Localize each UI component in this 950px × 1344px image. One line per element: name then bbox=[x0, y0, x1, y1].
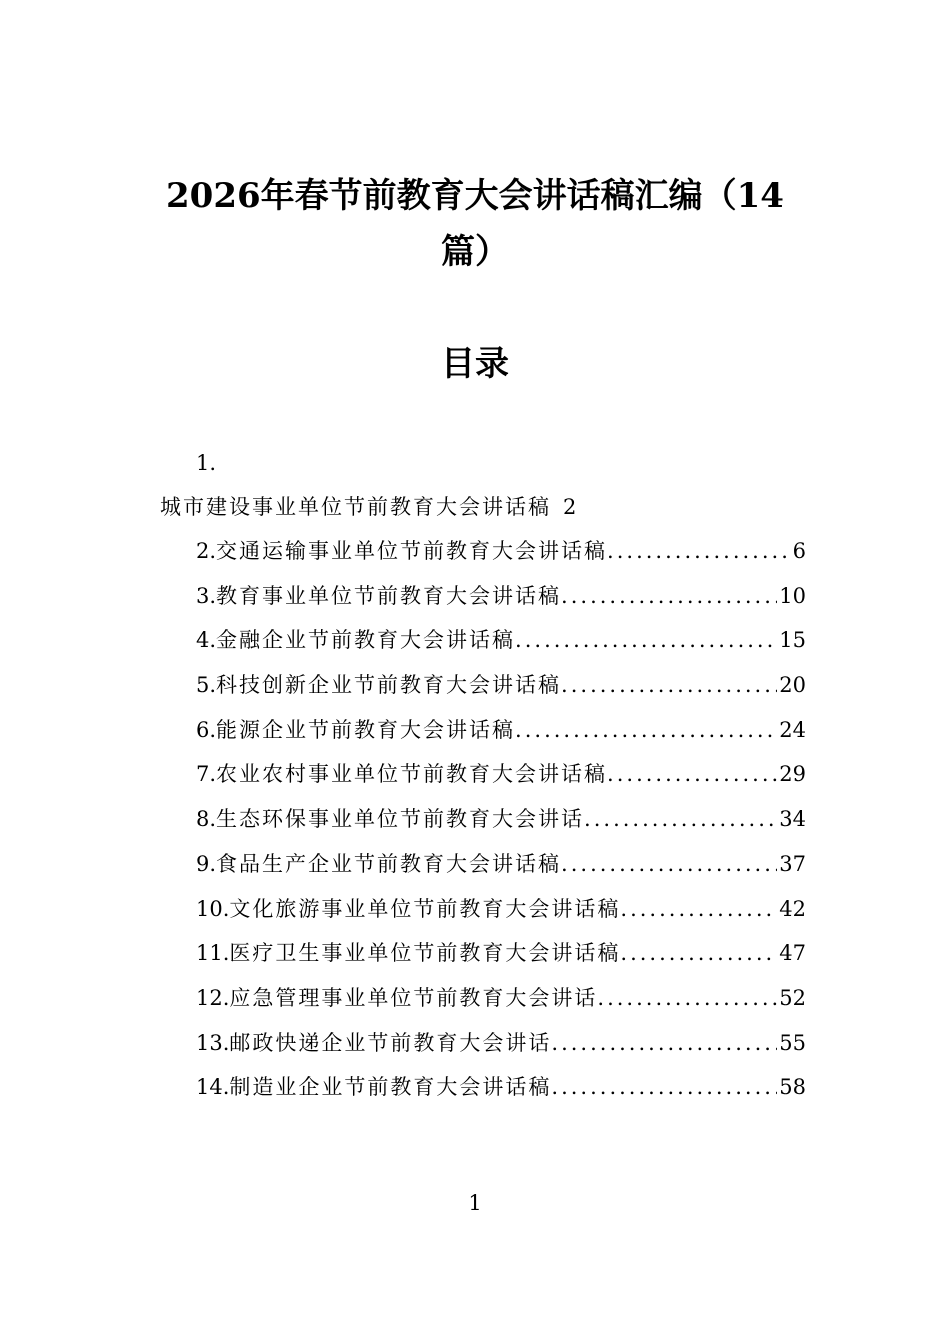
toc-item[interactable] bbox=[196, 1028, 806, 1073]
toc-item-page: 20 bbox=[779, 673, 806, 698]
toc-item[interactable] bbox=[196, 715, 806, 760]
toc-leader-dots bbox=[515, 715, 777, 745]
page-number: 1 bbox=[468, 1191, 482, 1215]
toc-item-number: 9. bbox=[196, 851, 217, 876]
toc-leader-dots bbox=[620, 894, 777, 924]
toc-list bbox=[196, 536, 806, 1117]
toc-item[interactable] bbox=[196, 536, 806, 581]
toc-leader-dots bbox=[551, 1028, 777, 1058]
toc-item-page: 15 bbox=[779, 628, 806, 653]
toc-item-page: 34 bbox=[779, 807, 806, 832]
document-title: 2026年春节前教育大会讲话稿汇编（14篇） bbox=[166, 176, 784, 272]
toc-item-number: 11. bbox=[196, 941, 230, 966]
toc-leader-dots bbox=[561, 670, 777, 700]
toc-item-number: 2. bbox=[196, 539, 217, 563]
toc-item-title: 教育事业单位节前教育大会讲话稿 bbox=[216, 583, 562, 608]
toc-item-number: 13. bbox=[196, 1030, 230, 1055]
toc-item-number: 4. bbox=[196, 628, 217, 653]
toc-item-title: 金融企业节前教育大会讲话稿 bbox=[216, 628, 516, 653]
toc-item-title: 交通运输事业单位节前教育大会讲话稿 bbox=[216, 539, 608, 563]
toc-item[interactable] bbox=[196, 625, 806, 670]
toc-item[interactable] bbox=[196, 894, 806, 939]
toc-item-1-title: 城市建设事业单位节前教育大会讲话稿 bbox=[160, 495, 551, 519]
toc-leader-dots bbox=[607, 536, 791, 566]
toc-item-page: 58 bbox=[779, 1075, 806, 1100]
toc-item-page: 6 bbox=[792, 539, 806, 563]
toc-item[interactable] bbox=[196, 1072, 806, 1117]
toc-item-page: 52 bbox=[779, 985, 806, 1010]
toc-item[interactable] bbox=[196, 983, 806, 1028]
toc-item-number: 12. bbox=[196, 985, 230, 1010]
toc-leader-dots bbox=[607, 759, 777, 789]
toc-item-number: 6. bbox=[196, 717, 217, 742]
toc-item-title: 文化旅游事业单位节前教育大会讲话稿 bbox=[229, 896, 621, 921]
toc-leader-dots bbox=[620, 938, 777, 968]
toc-item-1-page: 2 bbox=[563, 495, 577, 519]
toc-leader-dots bbox=[561, 581, 777, 611]
toc-item-page: 10 bbox=[779, 583, 806, 608]
toc-item-page: 42 bbox=[779, 896, 806, 921]
toc-heading: 目录 bbox=[441, 344, 509, 384]
toc-item-1-number: 1. bbox=[196, 451, 217, 475]
toc-item[interactable] bbox=[196, 759, 806, 804]
toc-item-title: 制造业企业节前教育大会讲话稿 bbox=[229, 1075, 552, 1100]
toc-item-title: 科技创新企业节前教育大会讲话稿 bbox=[216, 673, 562, 698]
toc-leader-dots bbox=[597, 983, 777, 1013]
toc-item-number: 5. bbox=[196, 673, 217, 698]
toc-item-title: 农业农村事业单位节前教育大会讲话稿 bbox=[216, 762, 608, 787]
toc-item-title: 生态环保事业单位节前教育大会讲话 bbox=[216, 807, 585, 832]
toc-item-1[interactable] bbox=[160, 492, 576, 522]
toc-item[interactable] bbox=[196, 804, 806, 849]
toc-item[interactable] bbox=[196, 938, 806, 983]
toc-item-number: 8. bbox=[196, 807, 217, 832]
toc-item-page: 24 bbox=[779, 717, 806, 742]
toc-item-title: 医疗卫生事业单位节前教育大会讲话稿 bbox=[229, 941, 621, 966]
toc-item-title: 能源企业节前教育大会讲话稿 bbox=[216, 717, 516, 742]
toc-item-page: 47 bbox=[779, 941, 806, 966]
toc-item-number: 3. bbox=[196, 583, 217, 608]
toc-item-number: 14. bbox=[196, 1075, 230, 1100]
toc-item[interactable] bbox=[196, 670, 806, 715]
toc-item-title: 邮政快递企业节前教育大会讲话 bbox=[229, 1030, 552, 1055]
toc-item-title: 应急管理事业单位节前教育大会讲话 bbox=[229, 985, 598, 1010]
toc-leader-dots bbox=[584, 804, 777, 834]
toc-leader-dots bbox=[551, 1072, 777, 1102]
toc-leader-dots bbox=[515, 625, 777, 655]
toc-item-page: 37 bbox=[779, 851, 806, 876]
toc-item-number: 10. bbox=[196, 896, 230, 921]
toc-item[interactable] bbox=[196, 849, 806, 894]
toc-item-page: 55 bbox=[779, 1030, 806, 1055]
toc-item-title: 食品生产企业节前教育大会讲话稿 bbox=[216, 851, 562, 876]
toc-item[interactable] bbox=[196, 581, 806, 626]
toc-leader-dots bbox=[561, 849, 777, 879]
toc-item-number: 7. bbox=[196, 762, 217, 787]
toc-item-page: 29 bbox=[779, 762, 806, 787]
